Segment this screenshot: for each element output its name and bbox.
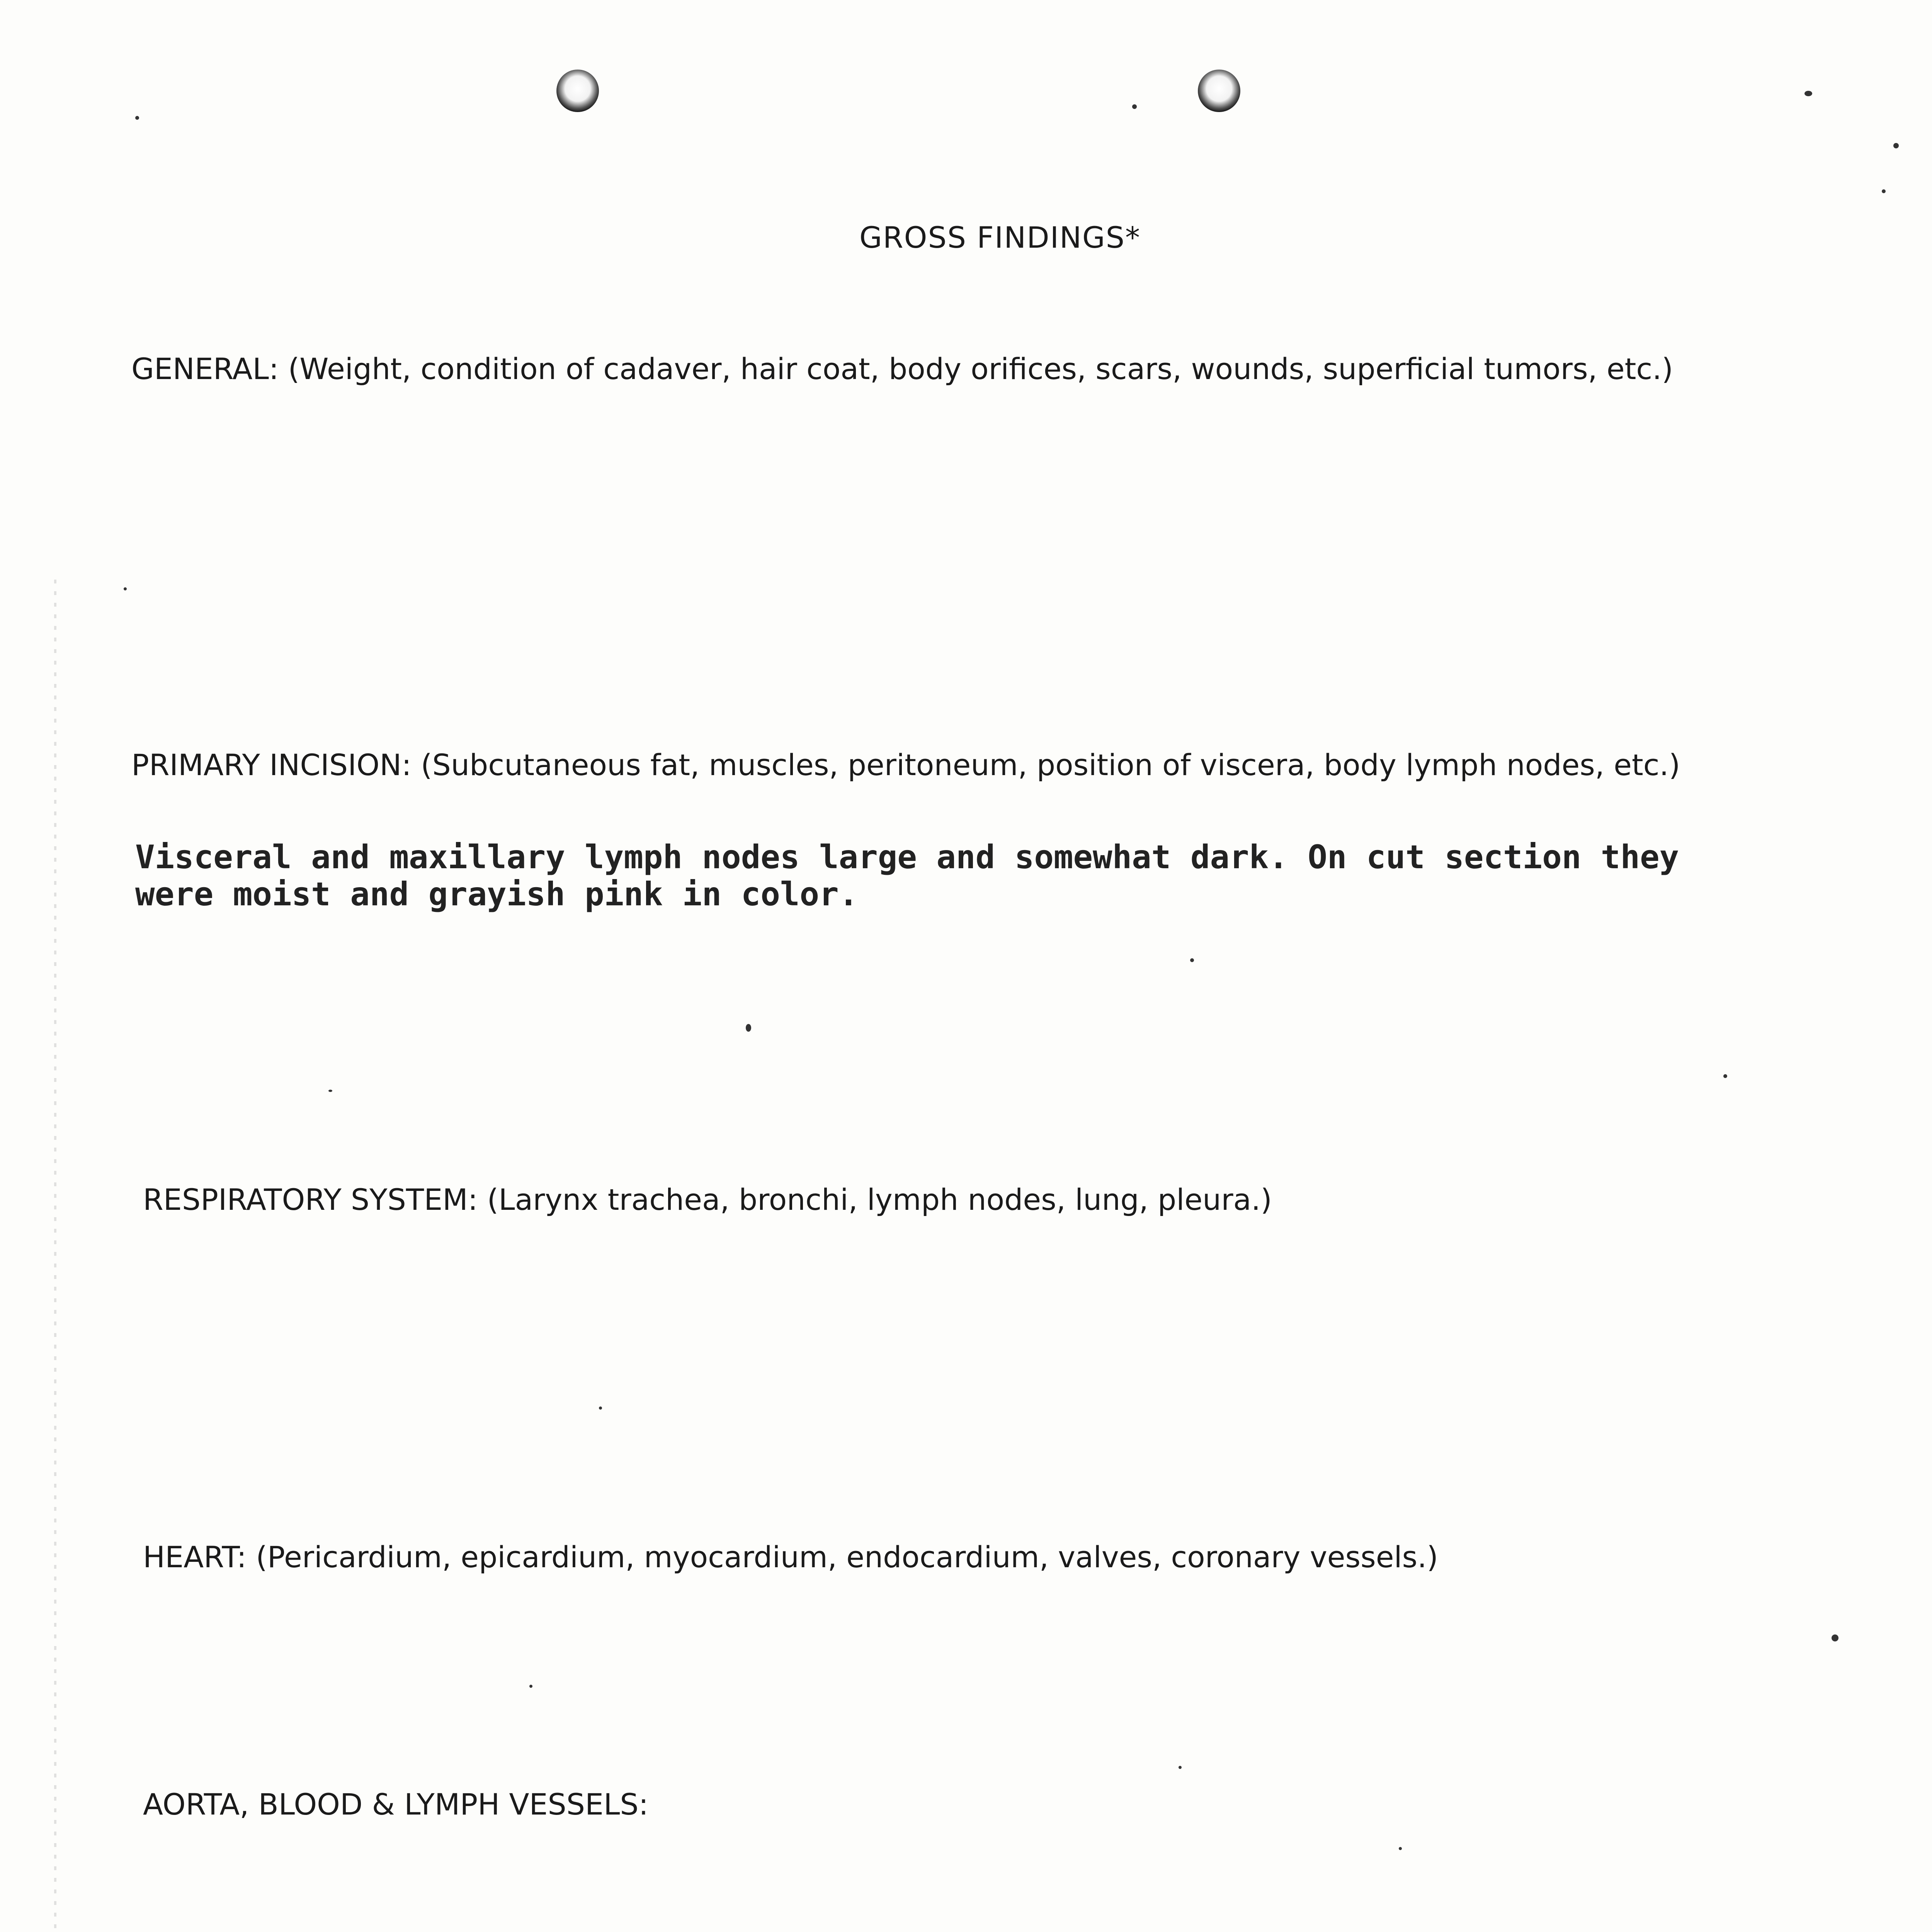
scan-speck — [1399, 1847, 1402, 1850]
scan-speck — [1723, 1074, 1727, 1078]
scan-speck — [1190, 958, 1194, 962]
primary-incision-entry-line-2: were moist and grayish pink in color. — [135, 875, 859, 913]
scan-speck — [746, 1024, 751, 1032]
scan-speck — [135, 116, 139, 120]
scan-speck — [1832, 1634, 1838, 1641]
scan-speck — [599, 1406, 602, 1410]
scan-speck — [1179, 1766, 1182, 1769]
section-primary-incision-heading: PRIMARY INCISION: (Subcutaneous fat, muscles, peritoneum, position of viscera, body lymph nodes, etc.) — [131, 748, 1680, 782]
section-respiratory-heading: RESPIRATORY SYSTEM: (Larynx trachea, bronchi, lymph nodes, lung, pleura.) — [143, 1182, 1272, 1217]
punch-hole-left — [556, 70, 599, 112]
primary-incision-entry-line-1: Visceral and maxillary lymph nodes large and somewhat dark. On cut section they — [135, 838, 1679, 876]
scan-edge-left — [54, 580, 56, 1932]
scan-speck — [1804, 91, 1812, 96]
scan-speck — [124, 587, 127, 590]
section-heart-heading: HEART: (Pericardium, epicardium, myocardium, endocardium, valves, coronary vessels.) — [143, 1540, 1439, 1574]
scan-speck — [328, 1090, 332, 1092]
scan-speck — [1132, 104, 1137, 109]
section-aorta-heading: AORTA, BLOOD & LYMPH VESSELS: — [143, 1787, 649, 1821]
scan-speck — [1882, 189, 1886, 193]
section-general-heading: GENERAL: (Weight, condition of cadaver, hair coat, body orifices, scars, wounds, superficial tumors, etc.) — [131, 352, 1673, 386]
form-title: GROSS FINDINGS* — [859, 220, 1141, 255]
punch-hole-right — [1198, 70, 1240, 112]
scan-speck — [1893, 143, 1899, 148]
scan-speck — [529, 1685, 532, 1688]
